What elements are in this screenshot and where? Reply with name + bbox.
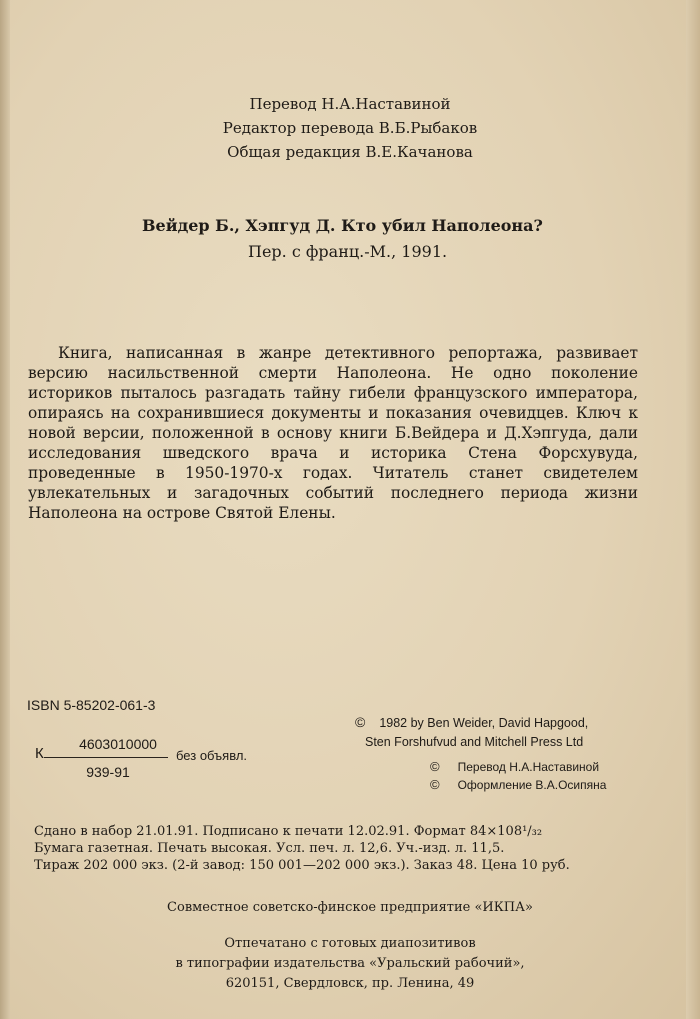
biblio-publication-line: Пер. с франц.-М., 1991. <box>248 242 448 261</box>
russian-copyright <box>430 758 606 794</box>
printer-block <box>0 934 700 994</box>
design-copyright: Оформление В.А.Осипяна <box>457 778 607 792</box>
general-editor-credit: Общая редакция В.Е.Качанова <box>227 143 473 161</box>
code-fraction-line <box>44 757 168 758</box>
translation-copyright: Перевод Н.А.Наставиной <box>457 760 600 774</box>
translator-credit: Перевод Н.А.Наставиной <box>249 95 451 113</box>
imprint-line1: Сдано в набор 21.01.91. Подписано к печати 12.02.91. Формат 84×108¹/₃₂ <box>34 824 543 839</box>
code-letter: К <box>35 745 44 762</box>
code-note: без объявл. <box>176 748 248 763</box>
isbn: ISBN 5-85202-061-3 <box>27 697 156 713</box>
printer-line1: Отпечатано с готовых диапозитивов <box>224 936 476 951</box>
joint-venture: Совместное советско-финское предприятие «ИКПА» <box>167 900 533 915</box>
imprint-block <box>34 823 634 874</box>
bibliographic-record <box>142 213 543 265</box>
imprint-line3: Тираж 202 000 экз. (2-й завод: 150 001—202 000 экз.). Заказ 48. Цена 10 руб. <box>34 858 570 873</box>
printer-line2: в типографии издательства «Уральский рабочий», <box>175 956 525 971</box>
copyright-symbol: © <box>430 759 440 774</box>
credits-block <box>0 92 700 164</box>
editor-credit: Редактор перевода В.Б.Рыбаков <box>222 119 478 137</box>
annotation-block <box>28 343 638 523</box>
code-numerator: 4603010000 <box>79 736 157 752</box>
biblio-title-line: Вейдер Б., Хэпгуд Д. Кто убил Наполеона? <box>142 216 543 235</box>
original-copyright-line1: 1982 by Ben Weider, David Hapgood, <box>379 716 589 730</box>
annotation-text: Книга, написанная в жанре детективного репортажа, развивает версию насильственной смерти Наполеона. Не одно поколение историков пыталось разгадать тайну гибели французского императора, опираясь на сохранившиеся документы и показания очевидцев. Ключ к новой версии, положенной в основу книги Б.Вейдера и Д.Хэпгуда, дали исследования шведского врача и историка Стена Форсхувуда, проведенные в 1950-1970-х годах. Читатель станет свидетелем увлекательных и загадочных событий последнего периода жизни Наполеона на острове Святой Елены. <box>28 344 638 522</box>
printer-line3: 620151, Свердловск, пр. Ленина, 49 <box>225 976 475 991</box>
imprint-line2: Бумага газетная. Печать высокая. Усл. печ. л. 12,6. Уч.-изд. л. 11,5. <box>34 841 505 856</box>
original-copyright-line2: Sten Forshufvud and Mitchell Press Ltd <box>365 735 584 749</box>
original-copyright <box>355 713 588 752</box>
code-denominator: 939-91 <box>86 764 130 780</box>
copyright-symbol: © <box>430 777 440 792</box>
copyright-symbol: © <box>355 714 366 730</box>
